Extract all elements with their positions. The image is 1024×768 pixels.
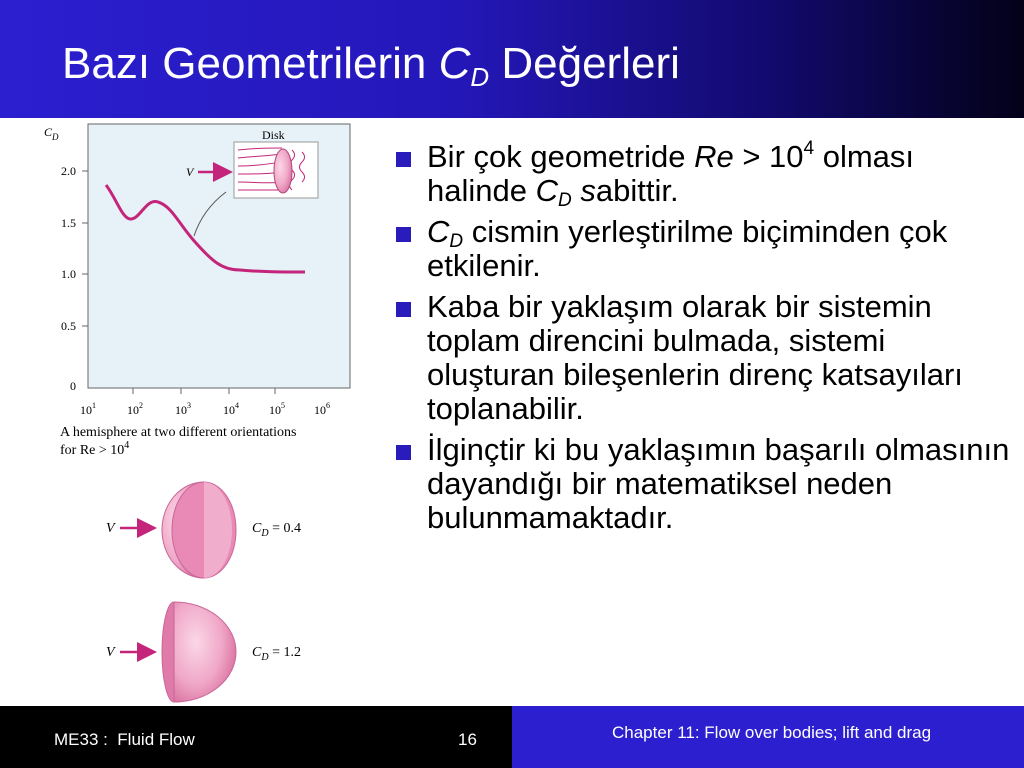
footer-left [0,706,512,768]
y-tick: 1.5 [61,216,76,230]
drag-coefficient-figure [0,118,380,706]
y-tick: 2.0 [61,164,76,178]
bullet-item: $C_D$ cismin yerleştirilme biçiminden çok etkilenir. [393,215,1013,283]
y-tick: 0 [70,379,76,393]
figure-caption: for $Re > 10^4$ [60,440,130,458]
x-tick: $10^5$ [269,401,285,417]
course-name: ME33 : Fluid Flow [54,730,195,749]
y-axis-label: $C_D$ [44,125,59,142]
hemisphere-1-velocity: V [106,521,115,536]
disk-shape [274,149,292,193]
bullet-list [393,140,1013,542]
bullet-square-icon [396,302,411,317]
page-number: 16 [458,730,477,749]
bullet-item: Kaba bir yaklaşım olarak bir sistemin toplam direncini bulmada, sistemi oluşturan bileşenlerin direnç katsayıları toplanabilir. [393,290,1013,426]
x-tick: $10^3$ [175,401,191,417]
bullet-square-icon [396,445,411,460]
hemisphere-2-cd: $C_D = 1.2$ [252,645,301,663]
disk-label: Disk [262,128,285,142]
x-tick: $10^4$ [223,401,239,417]
velocity-label: V [186,165,194,179]
bullet-item: İlginçtir ki bu yaklaşımın başarılı olmasının dayandığı bir matematiksel neden bulunmamaktadır. [393,433,1013,535]
x-ticks [80,401,330,417]
y-ticks [61,164,76,393]
x-tick: $10^6$ [314,401,330,417]
chapter-title: Chapter 11: Flow over bodies; lift and drag [612,723,932,742]
hemisphere-1-shape [162,482,236,578]
slide-title: Bazı Geometrilerin $C_D$ Değerleri [62,39,680,92]
x-tick: $10^2$ [127,401,143,417]
bullet-square-icon [396,152,411,167]
title-bar [0,0,1024,118]
hemisphere-1-cd: $C_D = 0.4$ [252,521,301,539]
bullet-item: Bir çok geometride $Re > 10^4$ olması halinde $C_D$ sabittir. [393,140,1013,208]
y-tick: 1.0 [61,267,76,281]
hemisphere-2-velocity: V [106,645,115,660]
bullet-square-icon [396,227,411,242]
footer-right [512,706,1024,768]
figure-caption: A hemisphere at two different orientations [60,425,297,440]
x-tick: $10^1$ [80,401,96,417]
y-tick: 0.5 [61,319,76,333]
hemisphere-2-shape [162,602,236,702]
